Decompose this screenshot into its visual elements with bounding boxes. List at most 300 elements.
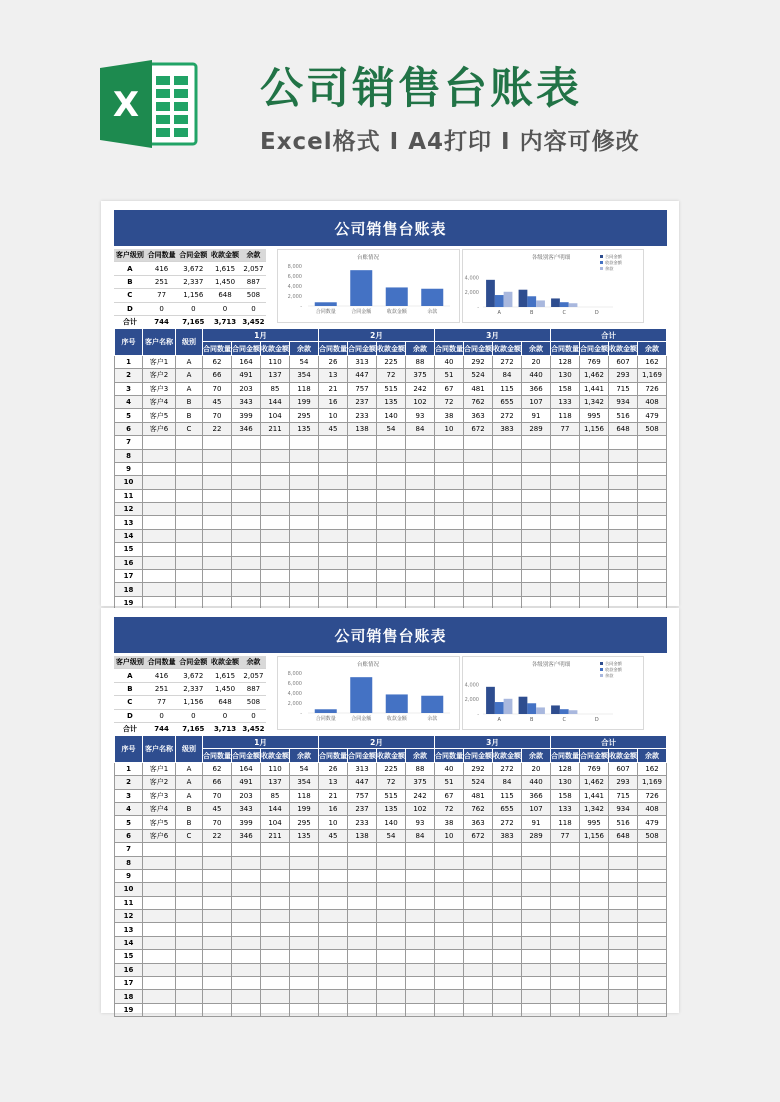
y-tick-label: - <box>300 711 302 717</box>
row-value: 295 <box>290 409 319 422</box>
col-sub: 合同金额 <box>232 749 261 762</box>
row-name <box>143 570 176 583</box>
ledger-month-row <box>115 329 667 342</box>
row-value: 133 <box>551 802 580 815</box>
row-name <box>143 503 176 516</box>
chart-overview <box>277 249 460 323</box>
row-value <box>406 843 435 856</box>
row-value <box>609 556 638 569</box>
row-value: 10 <box>435 422 464 435</box>
row-value <box>290 462 319 475</box>
x-tick-label: 余款 <box>427 716 438 722</box>
row-value <box>609 990 638 1003</box>
row-name <box>143 856 176 869</box>
row-value <box>493 543 522 556</box>
row-level: A <box>176 369 203 382</box>
sheet-title: 公司销售台账表 <box>114 617 667 653</box>
row-value: 77 <box>551 829 580 842</box>
row-seq: 5 <box>115 409 143 422</box>
legend-swatch <box>600 662 603 665</box>
row-value <box>580 1003 609 1016</box>
y-tick-label: 4,000 <box>464 275 479 282</box>
row-value <box>493 529 522 542</box>
bar <box>527 296 536 307</box>
row-value: 84 <box>406 422 435 435</box>
col-month: 2月 <box>319 329 435 342</box>
row-value <box>638 843 667 856</box>
summary-cell: 251 <box>146 682 178 695</box>
row-name <box>143 896 176 909</box>
row-value <box>290 570 319 583</box>
row-value <box>609 936 638 949</box>
col-month: 合计 <box>551 329 667 342</box>
x-tick-label: 合同金额 <box>351 716 372 722</box>
row-level <box>176 990 203 1003</box>
legend-swatch <box>600 255 603 258</box>
row-value <box>232 923 261 936</box>
row-value <box>638 556 667 569</box>
row-value <box>609 516 638 529</box>
table-row <box>115 516 667 529</box>
table-row <box>115 816 667 829</box>
y-tick-label: 2,000 <box>464 697 479 704</box>
row-value <box>319 476 348 489</box>
row-value <box>609 977 638 990</box>
row-value <box>580 869 609 882</box>
row-value: 237 <box>348 802 377 815</box>
row-value <box>348 449 377 462</box>
row-value: 346 <box>232 422 261 435</box>
row-name: 客户1 <box>143 355 176 368</box>
row-name <box>143 449 176 462</box>
row-seq: 12 <box>115 910 143 923</box>
bar <box>551 705 560 714</box>
row-value <box>464 449 493 462</box>
summary-total-cell: 合计 <box>114 315 146 328</box>
row-value <box>377 896 406 909</box>
col-sub: 合同金额 <box>464 342 493 355</box>
row-value <box>493 869 522 882</box>
row-value: 408 <box>638 802 667 815</box>
row-seq: 11 <box>115 896 143 909</box>
row-value <box>493 843 522 856</box>
col-sub: 合同金额 <box>464 749 493 762</box>
y-tick-label: - <box>477 305 479 311</box>
bar <box>421 289 443 306</box>
row-value <box>522 1003 551 1016</box>
table-row <box>115 802 667 815</box>
row-value <box>232 1003 261 1016</box>
row-value <box>464 869 493 882</box>
row-value <box>261 570 290 583</box>
row-value: 54 <box>377 422 406 435</box>
row-value: 363 <box>464 816 493 829</box>
bar <box>486 280 495 307</box>
table-row <box>115 369 667 382</box>
row-value <box>493 462 522 475</box>
row-value <box>551 896 580 909</box>
row-value: 110 <box>261 762 290 775</box>
row-value: 77 <box>551 422 580 435</box>
row-value <box>203 543 232 556</box>
row-name <box>143 869 176 882</box>
row-value <box>406 462 435 475</box>
row-value <box>348 436 377 449</box>
row-value <box>232 977 261 990</box>
row-value <box>493 883 522 896</box>
row-value <box>580 896 609 909</box>
bar <box>421 696 443 713</box>
summary-header: 收款金额 <box>209 656 241 669</box>
row-value <box>232 950 261 963</box>
summary-cell: D <box>114 709 146 722</box>
row-value: 199 <box>290 802 319 815</box>
x-tick-label: C <box>562 310 566 316</box>
row-value: 508 <box>638 422 667 435</box>
row-value <box>377 990 406 1003</box>
row-value: 757 <box>348 382 377 395</box>
chart-overview <box>277 656 460 730</box>
row-name <box>143 950 176 963</box>
row-value: 40 <box>435 355 464 368</box>
row-value <box>609 923 638 936</box>
summary-cell: A <box>114 262 146 275</box>
row-value <box>261 869 290 882</box>
row-value: 508 <box>638 829 667 842</box>
summary-total-row <box>114 315 266 328</box>
row-value: 91 <box>522 409 551 422</box>
row-value <box>261 896 290 909</box>
row-value <box>406 449 435 462</box>
row-level <box>176 896 203 909</box>
row-value: 84 <box>493 369 522 382</box>
row-value <box>261 529 290 542</box>
row-value <box>232 869 261 882</box>
row-value <box>609 950 638 963</box>
row-value: 607 <box>609 762 638 775</box>
row-value: 26 <box>319 355 348 368</box>
row-value: 524 <box>464 776 493 789</box>
bar <box>536 707 545 714</box>
row-value <box>290 529 319 542</box>
row-value <box>261 963 290 976</box>
row-value <box>464 950 493 963</box>
x-tick-label: A <box>497 310 501 316</box>
row-value: 10 <box>435 829 464 842</box>
row-value <box>261 503 290 516</box>
row-value: 769 <box>580 355 609 368</box>
row-value <box>435 1003 464 1016</box>
table-row <box>115 910 667 923</box>
row-value: 1,342 <box>580 802 609 815</box>
row-value <box>377 449 406 462</box>
summary-cell: 0 <box>209 709 241 722</box>
row-value <box>580 883 609 896</box>
row-value: 137 <box>261 776 290 789</box>
row-value <box>580 856 609 869</box>
row-name <box>143 556 176 569</box>
row-value: 440 <box>522 776 551 789</box>
row-value <box>406 436 435 449</box>
row-value: 72 <box>377 776 406 789</box>
row-value <box>232 583 261 596</box>
page-header <box>0 0 780 200</box>
row-name <box>143 990 176 1003</box>
row-value: 1,156 <box>580 422 609 435</box>
x-tick-label: 合同金额 <box>351 309 372 315</box>
col-sub: 收款金额 <box>609 749 638 762</box>
row-level <box>176 543 203 556</box>
row-value <box>464 1003 493 1016</box>
row-value: 769 <box>580 762 609 775</box>
row-value <box>464 990 493 1003</box>
row-value: 233 <box>348 816 377 829</box>
row-value <box>609 856 638 869</box>
bar <box>386 287 408 306</box>
row-value <box>638 529 667 542</box>
row-value: 45 <box>319 829 348 842</box>
table-row <box>115 489 667 502</box>
row-value <box>319 583 348 596</box>
row-value <box>348 883 377 896</box>
row-value <box>493 910 522 923</box>
row-value <box>406 990 435 1003</box>
table-row <box>115 776 667 789</box>
row-value: 93 <box>406 816 435 829</box>
row-value: 140 <box>377 409 406 422</box>
row-value <box>638 436 667 449</box>
x-tick-label: 收款金额 <box>386 716 407 722</box>
row-value: 655 <box>493 802 522 815</box>
row-value: 272 <box>493 409 522 422</box>
row-seq: 3 <box>115 789 143 802</box>
legend-label: 合同金额 <box>605 661 622 666</box>
row-level: A <box>176 382 203 395</box>
row-level: C <box>176 829 203 842</box>
row-name <box>143 923 176 936</box>
summary-total-cell: 合计 <box>114 722 146 735</box>
row-value <box>464 543 493 556</box>
row-value: 51 <box>435 776 464 789</box>
row-level: B <box>176 802 203 815</box>
col-month: 3月 <box>435 329 551 342</box>
row-value <box>348 936 377 949</box>
col-sub: 合同金额 <box>580 342 609 355</box>
summary-row <box>114 696 266 709</box>
row-value: 164 <box>232 762 261 775</box>
bar <box>386 694 408 713</box>
row-value <box>522 503 551 516</box>
row-seq: 1 <box>115 355 143 368</box>
x-tick-label: 收款金额 <box>386 309 407 315</box>
table-row <box>115 990 667 1003</box>
row-value <box>203 896 232 909</box>
row-value: 13 <box>319 776 348 789</box>
row-level <box>176 869 203 882</box>
row-value <box>580 476 609 489</box>
row-seq: 6 <box>115 422 143 435</box>
row-value <box>377 529 406 542</box>
row-value <box>319 529 348 542</box>
row-seq: 12 <box>115 503 143 516</box>
row-value: 115 <box>493 789 522 802</box>
row-value: 242 <box>406 382 435 395</box>
row-value: 366 <box>522 382 551 395</box>
row-level <box>176 910 203 923</box>
summary-total-cell: 7,165 <box>177 315 209 328</box>
row-value <box>580 923 609 936</box>
summary-cell: 3,672 <box>177 262 209 275</box>
row-value <box>522 462 551 475</box>
row-level: B <box>176 409 203 422</box>
row-value <box>261 1003 290 1016</box>
row-value: 138 <box>348 422 377 435</box>
row-value: 128 <box>551 762 580 775</box>
bar <box>495 702 504 714</box>
row-level: A <box>176 776 203 789</box>
row-value <box>377 543 406 556</box>
row-value <box>261 489 290 502</box>
row-value <box>377 869 406 882</box>
row-value: 995 <box>580 409 609 422</box>
col-sub: 合同数量 <box>551 749 580 762</box>
row-level: A <box>176 789 203 802</box>
row-value <box>522 963 551 976</box>
row-value <box>493 950 522 963</box>
row-value <box>609 529 638 542</box>
row-value <box>290 449 319 462</box>
row-value <box>319 556 348 569</box>
row-value <box>609 583 638 596</box>
y-tick-label: 4,000 <box>287 284 302 290</box>
row-value <box>377 516 406 529</box>
row-value <box>522 936 551 949</box>
row-value <box>609 963 638 976</box>
row-value <box>522 570 551 583</box>
row-value <box>464 489 493 502</box>
summary-cell: 0 <box>241 302 266 315</box>
row-value: 16 <box>319 802 348 815</box>
row-value: 72 <box>377 369 406 382</box>
row-value <box>290 583 319 596</box>
row-value: 67 <box>435 382 464 395</box>
row-value <box>551 516 580 529</box>
row-value <box>406 556 435 569</box>
row-value <box>348 869 377 882</box>
row-value <box>232 883 261 896</box>
row-value <box>203 570 232 583</box>
row-value <box>203 950 232 963</box>
row-seq: 14 <box>115 529 143 542</box>
row-name: 客户3 <box>143 382 176 395</box>
row-value <box>406 936 435 949</box>
summary-header-row <box>114 656 266 669</box>
row-value: 762 <box>464 395 493 408</box>
col-sub: 收款金额 <box>609 342 638 355</box>
row-value <box>522 950 551 963</box>
row-value: 20 <box>522 762 551 775</box>
row-level <box>176 516 203 529</box>
row-value: 85 <box>261 382 290 395</box>
row-value <box>580 449 609 462</box>
row-value: 70 <box>203 816 232 829</box>
row-name <box>143 489 176 502</box>
row-seq: 18 <box>115 990 143 1003</box>
row-value <box>580 963 609 976</box>
row-seq: 10 <box>115 883 143 896</box>
row-value <box>203 977 232 990</box>
row-value <box>493 516 522 529</box>
row-value: 104 <box>261 409 290 422</box>
row-value <box>464 843 493 856</box>
row-value <box>551 462 580 475</box>
chart-title: 各级别客户明细 <box>531 255 571 261</box>
row-value <box>551 977 580 990</box>
row-value: 354 <box>290 776 319 789</box>
row-value <box>551 503 580 516</box>
row-value: 447 <box>348 776 377 789</box>
row-value <box>203 1003 232 1016</box>
row-value <box>609 910 638 923</box>
row-value: 757 <box>348 789 377 802</box>
row-value: 133 <box>551 395 580 408</box>
row-value: 107 <box>522 802 551 815</box>
row-value <box>290 843 319 856</box>
summary-total-cell: 7,165 <box>177 722 209 735</box>
row-value <box>319 462 348 475</box>
row-value <box>464 529 493 542</box>
row-level <box>176 856 203 869</box>
row-value <box>580 516 609 529</box>
row-value: 648 <box>609 829 638 842</box>
row-value <box>551 856 580 869</box>
bar <box>560 709 569 714</box>
row-value: 88 <box>406 762 435 775</box>
row-value: 66 <box>203 776 232 789</box>
row-name <box>143 436 176 449</box>
row-value: 203 <box>232 789 261 802</box>
summary-row <box>114 289 266 302</box>
bar <box>560 302 569 307</box>
row-value <box>638 896 667 909</box>
row-value: 1,169 <box>638 369 667 382</box>
row-value: 70 <box>203 409 232 422</box>
row-value <box>290 883 319 896</box>
col-sub: 合同数量 <box>435 749 464 762</box>
col-sub: 余款 <box>406 749 435 762</box>
row-value <box>464 936 493 949</box>
row-value: 366 <box>522 789 551 802</box>
row-level <box>176 923 203 936</box>
row-value <box>319 977 348 990</box>
row-value <box>522 489 551 502</box>
row-value <box>464 556 493 569</box>
row-value: 118 <box>551 816 580 829</box>
row-value <box>319 1003 348 1016</box>
row-value <box>493 476 522 489</box>
row-value: 225 <box>377 355 406 368</box>
bar <box>495 295 504 307</box>
row-value <box>290 489 319 502</box>
row-value <box>319 503 348 516</box>
row-value <box>435 570 464 583</box>
row-seq: 19 <box>115 596 143 609</box>
row-level <box>176 936 203 949</box>
row-value <box>638 950 667 963</box>
row-value <box>319 449 348 462</box>
row-seq: 11 <box>115 489 143 502</box>
row-value: 67 <box>435 789 464 802</box>
